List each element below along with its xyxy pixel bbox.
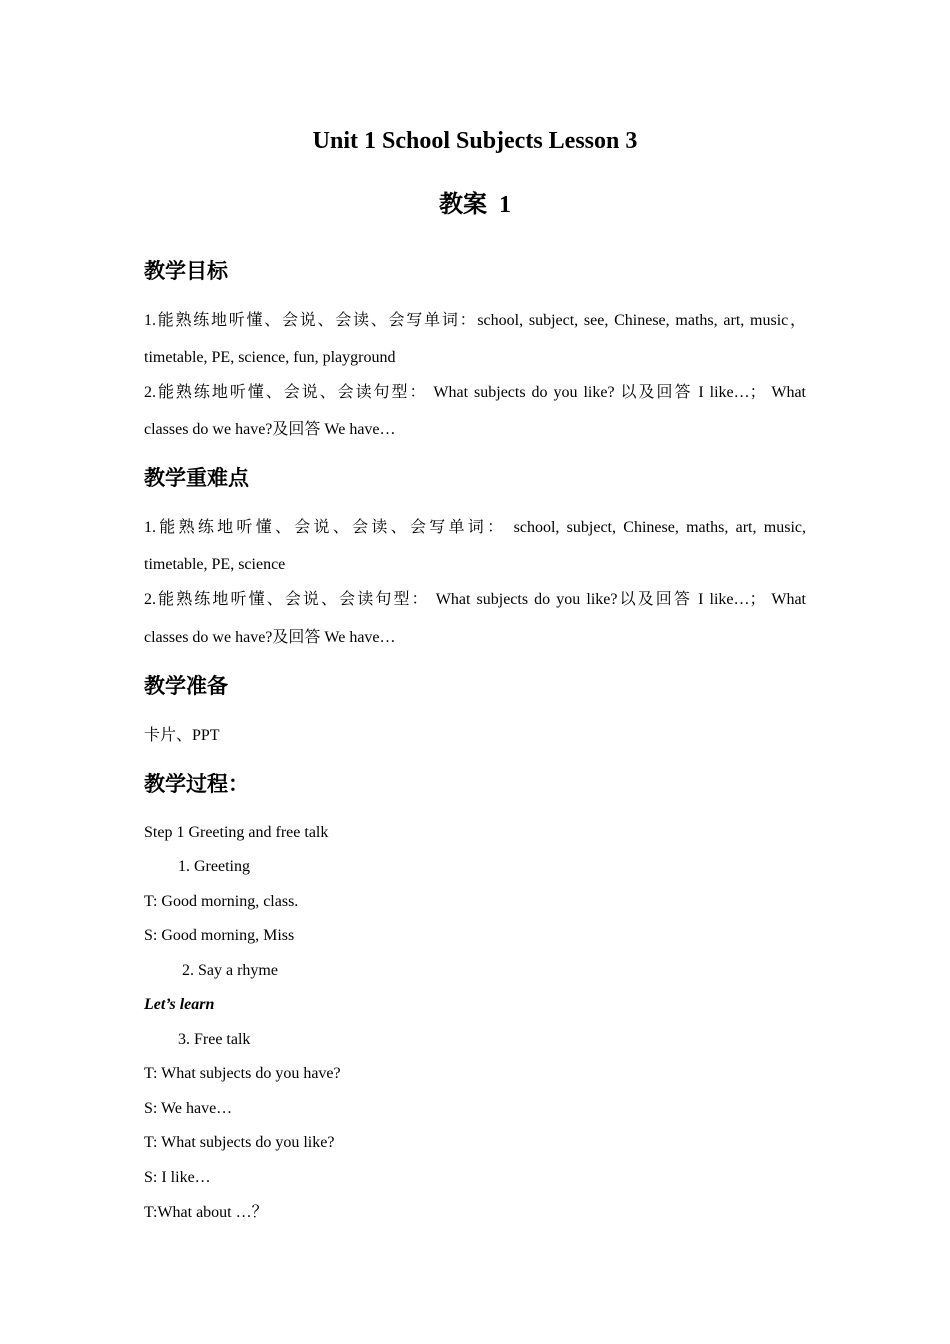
step-line: Let’s learn <box>144 996 215 1013</box>
step-line: S: Good morning, Miss <box>144 927 295 944</box>
step-line: T:What about …？ <box>144 1204 268 1221</box>
heading-preparation: 教学准备 <box>144 674 228 698</box>
body-line: 2.能熟练地听懂、会说、会读句型： What subjects do you like?以及回答 I like…； What <box>144 591 806 608</box>
body-line: classes do we have?及回答 We have… <box>144 421 396 438</box>
heading-objectives: 教学目标 <box>144 259 228 283</box>
heading-key-points: 教学重难点 <box>144 466 249 490</box>
body-line: classes do we have?及回答 We have… <box>144 629 396 646</box>
step-line: S: We have… <box>144 1100 233 1117</box>
body-line: timetable, PE, science <box>144 556 286 573</box>
step-line: T: Good morning, class. <box>144 893 299 910</box>
body-line: 2.能熟练地听懂、会说、会读句型： What subjects do you like? 以及回答 I like…； What <box>144 384 806 401</box>
step-line: S: I like… <box>144 1169 211 1186</box>
step-line: Step 1 Greeting and free talk <box>144 824 329 841</box>
document-subtitle: 教案 1 <box>439 192 511 218</box>
heading-process: 教学过程： <box>144 772 249 796</box>
step-line: 1. Greeting <box>178 858 250 875</box>
body-line: 1.能熟练地听懂、会说、会读、会写单词： school, subject, Chinese, maths, art, music, <box>144 519 806 536</box>
step-line: T: What subjects do you like? <box>144 1134 335 1151</box>
step-line: T: What subjects do you have? <box>144 1065 341 1082</box>
body-line: timetable, PE, science, fun, playground <box>144 349 396 366</box>
body-line: 卡片、PPT <box>144 727 220 744</box>
document-title: Unit 1 School Subjects Lesson 3 <box>312 128 638 154</box>
body-line: 1.能熟练地听懂、会说、会读、会写单词：school, subject, see, Chinese, maths, art, music， <box>144 312 806 329</box>
step-line: 3. Free talk <box>178 1031 251 1048</box>
step-line: 2. Say a rhyme <box>182 962 278 979</box>
